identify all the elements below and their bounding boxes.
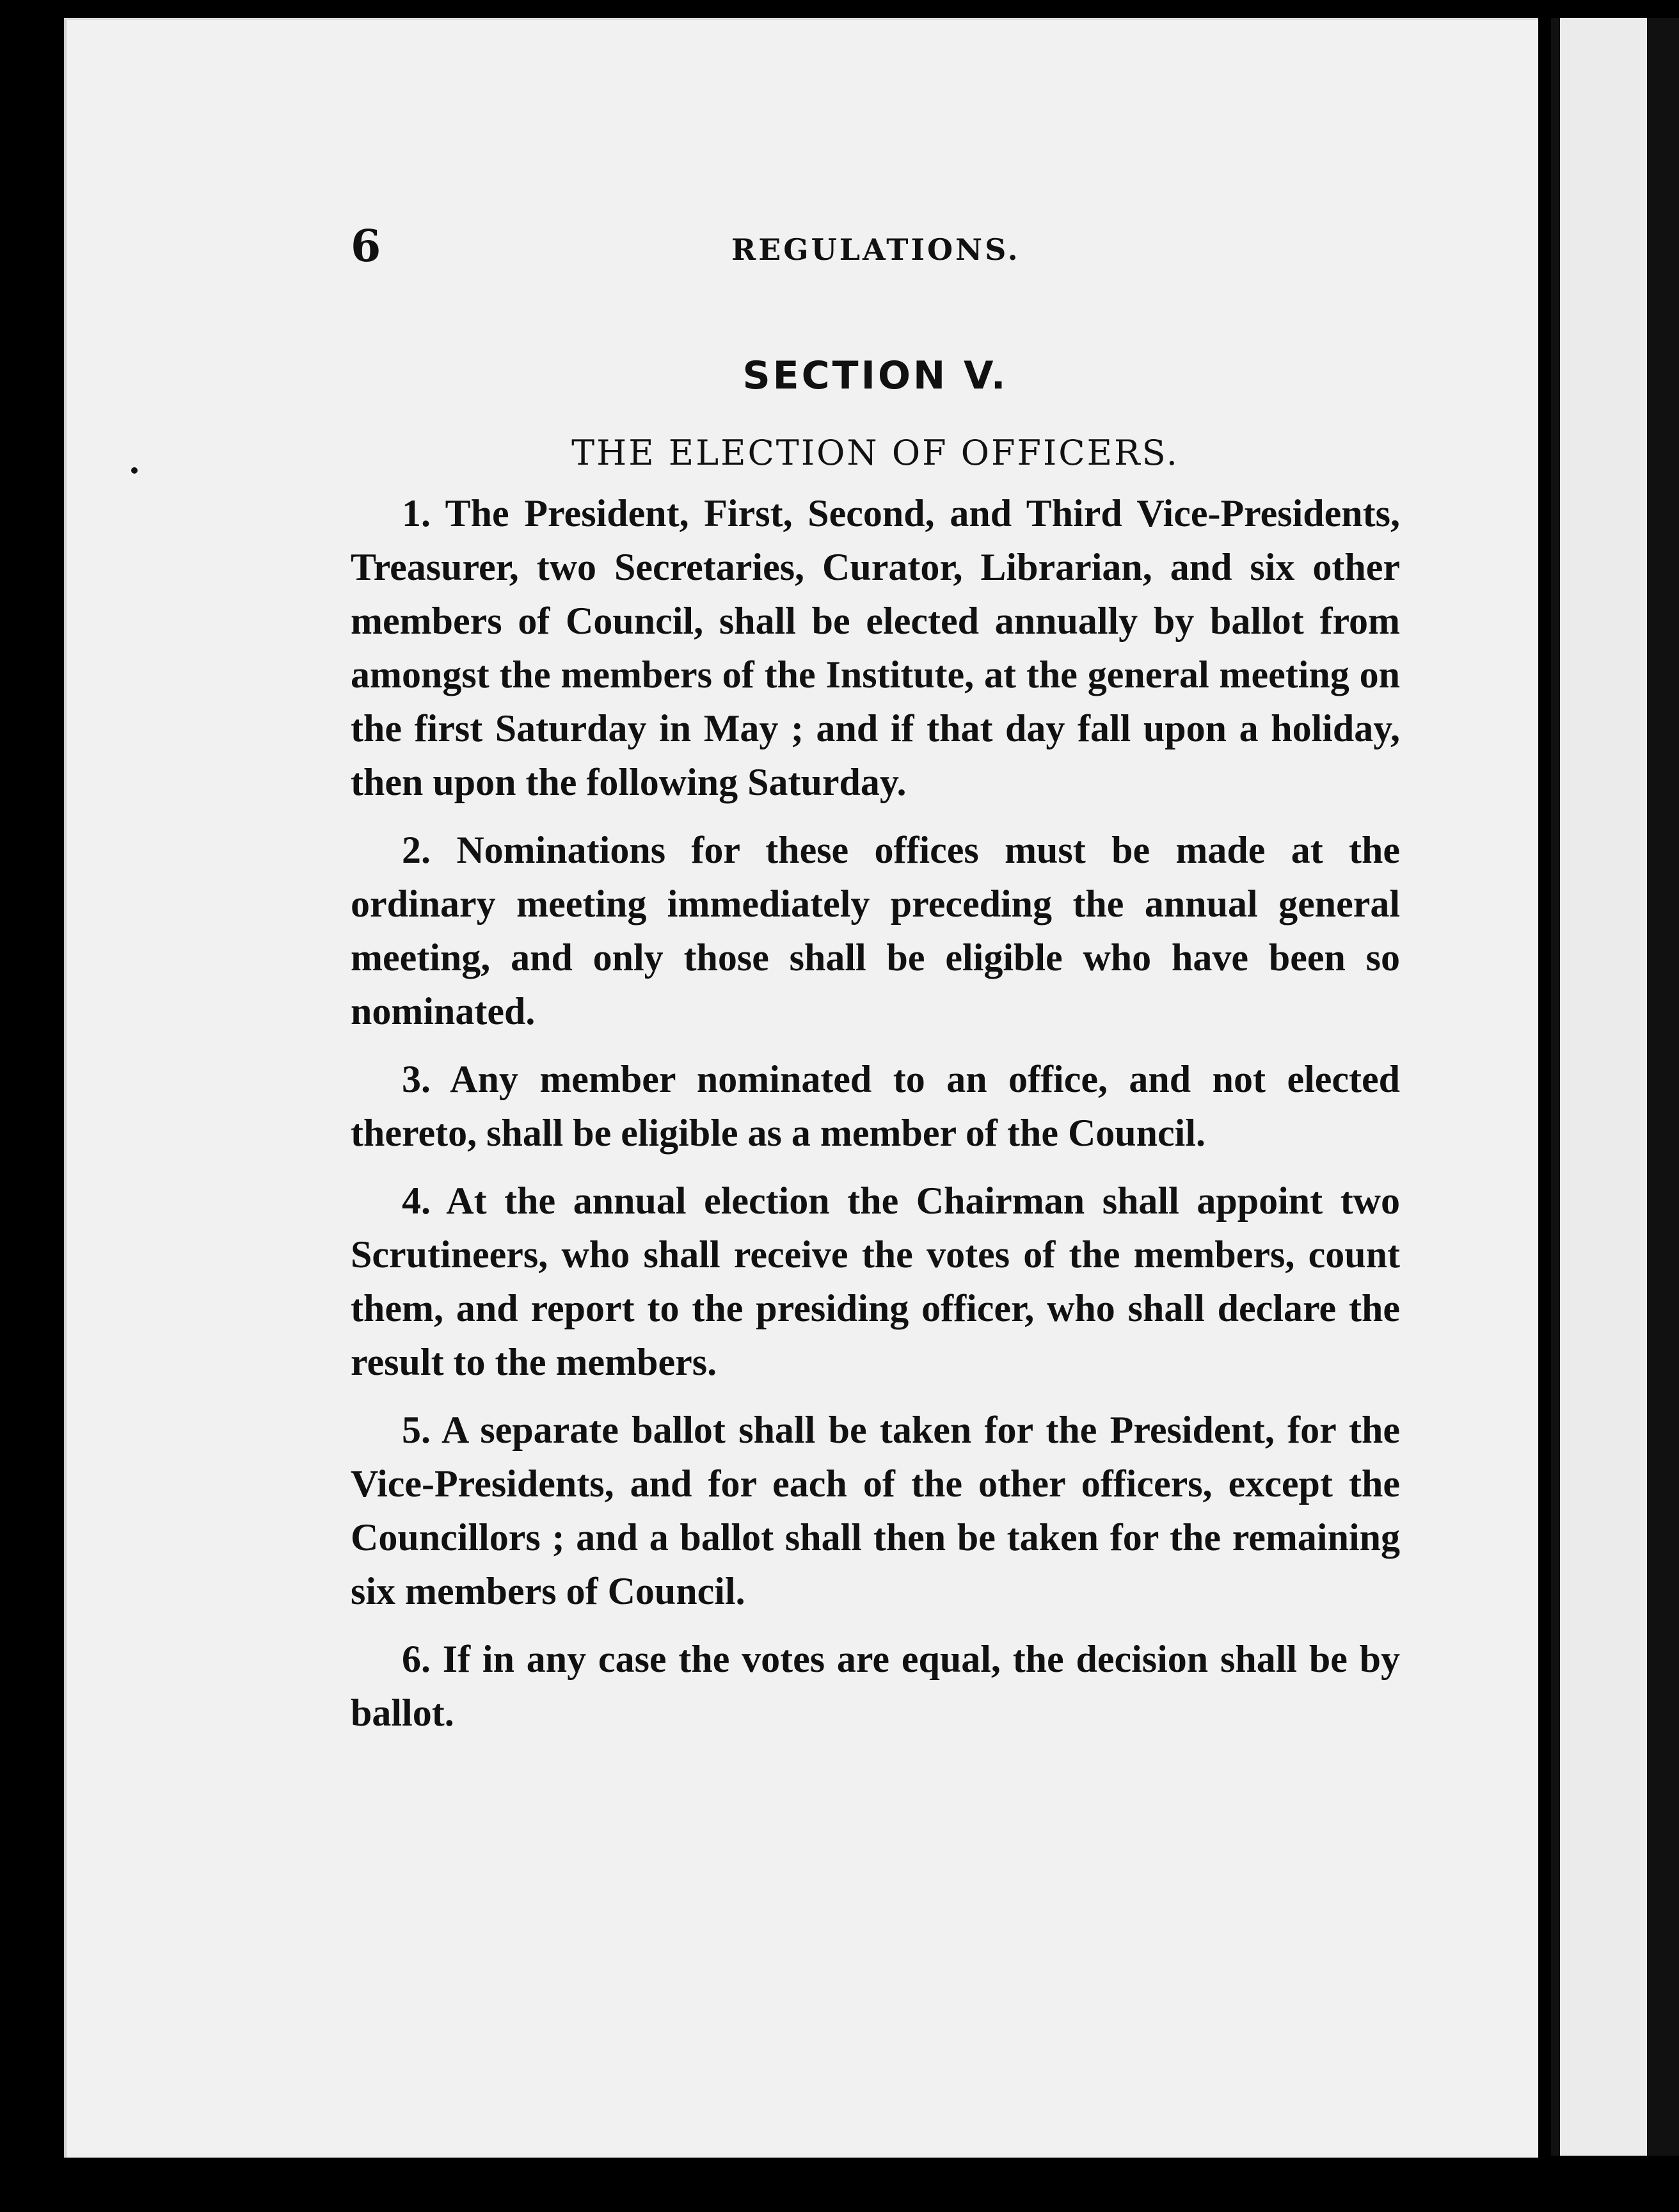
regulation-3: 3. Any member nominated to an office, and not elected thereto, shall be eligible as a member of the Council. — [351, 1058, 1400, 1154]
page-number: 6 — [351, 221, 381, 272]
regulation-4: 4. At the annual election the Chairman shall appoint two Scrutineers, who shall receive the votes of the members, count them, and report to the presiding officer, who shall declare the result to the members. — [351, 1180, 1400, 1383]
regulation-1: 1. The President, First, Second, and Third Vice-Presidents, Treasurer, two Secretaries, Curator, Librarian, and six other members of Council, shall be elected annually by ballot from amongst the members of the Institute, at the general meeting on the first Saturday in May ; and if that day fall upon a holiday, then upon the following Saturday. — [351, 492, 1400, 803]
running-head — [351, 221, 1400, 272]
regulation-6: 6. If in any case the votes are equal, the decision shall be by ballot. — [351, 1638, 1400, 1734]
subsection-heading: THE ELECTION OF OFFICERS. — [571, 433, 1179, 473]
page-speck — [131, 467, 138, 474]
regulation-2: 2. Nominations for these offices must be made at the ordinary meeting immediately preceding the annual general meeting, and only those shall be eligible who have been so nominated. — [351, 829, 1400, 1032]
scan-border-right — [1647, 18, 1679, 2156]
regulations-body — [351, 486, 1400, 1754]
regulation-5: 5. A separate ballot shall be taken for the President, for the Vice-Presidents, and for each of the other officers, except the Councillors ; and a ballot shall then be taken for the remaining six members of Council. — [351, 1409, 1400, 1612]
section-heading: SECTION V. — [742, 353, 1008, 398]
running-title: REGULATIONS. — [731, 232, 1021, 267]
facing-page-edge — [1551, 18, 1656, 2156]
